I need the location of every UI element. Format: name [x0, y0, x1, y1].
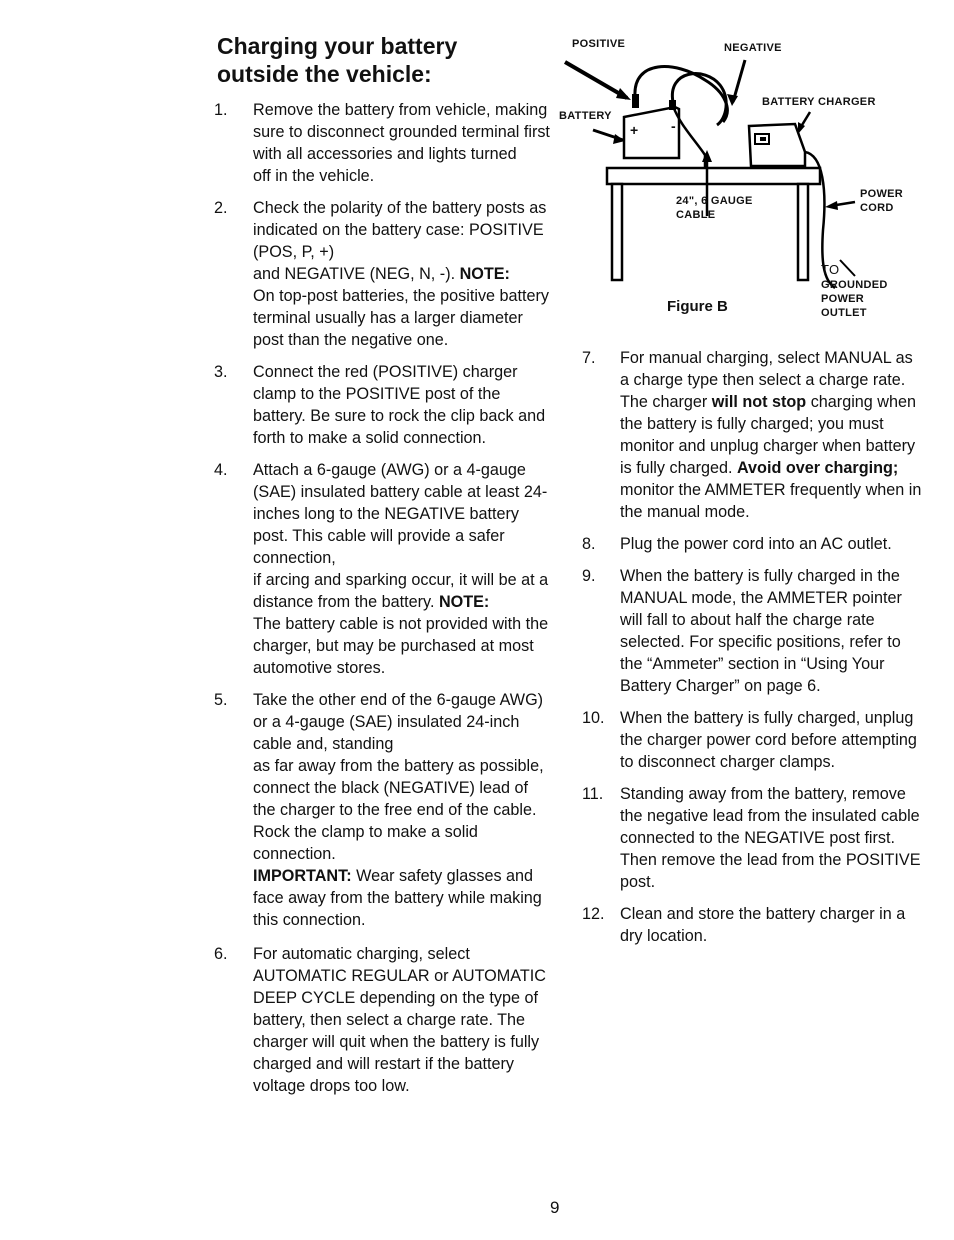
steps-list-left: [212, 99, 552, 1097]
step-number: 12.: [582, 905, 605, 923]
label-outlet-line1: GROUNDED: [821, 279, 888, 291]
step-item: [212, 689, 552, 931]
step-text: Check the polarity of the battery posts as indicated on the battery case: POSITIVE (POS, P, +): [253, 199, 547, 261]
emphasis-text: Avoid over charging;: [736, 459, 899, 477]
section-heading: Charging your battery outside the vehicle:: [217, 33, 458, 87]
step-item: [212, 943, 552, 1097]
step-text: On top-post batteries, the positive battery terminal usually has a larger diameter post than the negative one.: [253, 287, 550, 349]
emphasis-text: will not stop: [711, 393, 807, 411]
step-text: Standing away from the battery, remove the negative lead from the insulated cable connected to the NEGATIVE post first. Then remove the lead from the POSITIVE post.: [620, 785, 921, 891]
step-item: [212, 361, 552, 449]
step-number: 11.: [582, 785, 604, 803]
step-item: [580, 903, 925, 947]
step-text: Connect the red (POSITIVE) charger clamp to the POSITIVE post of the battery. Be sure to rock the clip back and forth to make a solid connection.: [253, 363, 546, 447]
label-negative: NEGATIVE: [724, 42, 782, 54]
step-text: as far away from the battery as possible, connect the black (NEGATIVE) lead of the charger to the free end of the cable. Rock the clamp to make a solid connection.: [253, 757, 544, 863]
step-item: [580, 707, 925, 773]
label-cable-line1: 24", 6 GAUGE: [676, 195, 753, 207]
negative-cable: [672, 74, 726, 125]
step-number: 3.: [214, 363, 228, 381]
label-outlet-line3: OUTLET: [821, 307, 867, 319]
step-number: 2.: [214, 199, 228, 217]
step-number: 6.: [214, 945, 228, 963]
step-text: monitor the AMMETER frequently when in the manual mode.: [620, 481, 922, 521]
step-text: For automatic charging, select AUTOMATIC REGULAR or AUTOMATIC DEEP CYCLE depending on the type of battery, then select a charge rate. The charger will quit when the battery is fully charged and will restart if the battery voltage drops too low.: [253, 945, 546, 1095]
step-text: if arcing and sparking occur, it will be at a distance from the battery.: [253, 571, 549, 611]
label-power-line2: CORD: [860, 202, 894, 214]
steps-list-right: [580, 347, 925, 947]
table-leg-left: [612, 184, 622, 280]
step-text: Remove the battery from vehicle, making sure to disconnect grounded terminal first with all accessories and lights turned: [253, 101, 550, 163]
label-battery: BATTERY: [559, 110, 612, 122]
step-text: Clean and store the battery charger in a dry location.: [620, 905, 906, 945]
battery-minus-sign: -: [671, 118, 676, 134]
table-top: [607, 168, 820, 184]
step-item: [580, 347, 925, 523]
label-power-line1: POWER: [860, 188, 904, 200]
step-item: [580, 783, 925, 893]
table-leg-right: [798, 184, 808, 280]
step-text: When the battery is fully charged in the MANUAL mode, the AMMETER pointer will fall to about half the charge rate selected. For specific positions, refer to the “Ammeter” section in “Using Your Battery Charger” on page 6.: [620, 567, 902, 695]
note-label: NOTE:: [459, 265, 510, 283]
label-outlet-line2: POWER: [821, 293, 865, 305]
page-number: 9: [550, 1198, 560, 1217]
step-text: charging when the battery is fully charged; you must monitor and unplug charger when battery is fully charged.: [620, 393, 916, 477]
step-text: Wear safety glasses and face away from the battery while making this connection.: [253, 867, 542, 929]
step-item: [212, 459, 552, 679]
step-number: 10.: [582, 709, 605, 727]
note-label: NOTE:: [438, 593, 490, 611]
step-item: [212, 197, 552, 351]
step-text: off in the vehicle.: [253, 167, 375, 185]
step-number: 9.: [582, 567, 596, 585]
step-text: Plug the power cord into an AC outlet.: [620, 535, 892, 553]
label-positive: POSITIVE: [572, 38, 626, 50]
step-number: 5.: [214, 691, 228, 709]
important-label: IMPORTANT:: [253, 867, 352, 885]
step-number: 8.: [582, 535, 596, 553]
label-to: TO: [821, 262, 840, 277]
step-text: When the battery is fully charged, unplug the charger power cord before attempting to disconnect charger clamps.: [620, 709, 917, 771]
label-battery-charger: BATTERY CHARGER: [762, 96, 876, 108]
step-text: Attach a 6-gauge (AWG) or a 4-gauge (SAE) insulated battery cable at least 24-inches long to the NEGATIVE battery post. This cable will provide a safer connection,: [253, 461, 548, 567]
step-text: The battery cable is not provided with the charger, but may be purchased at most automotive stores.: [253, 615, 549, 677]
step-item: [580, 533, 925, 555]
step-text: For manual charging, select MANUAL as a charge type then select a charge rate. The charger: [620, 349, 913, 411]
step-text: and NEGATIVE (NEG, N, -).: [253, 265, 456, 283]
step-item: [212, 99, 552, 187]
step-text: Take the other end of the 6-gauge AWG) or a 4-gauge (SAE) insulated 24-inch cable and, standing: [253, 691, 544, 753]
step-item: [580, 565, 925, 697]
step-number: 1.: [214, 101, 228, 119]
label-cable-line2: CABLE: [676, 209, 716, 221]
figure-b: [555, 30, 925, 330]
battery-plus-sign: +: [630, 122, 639, 138]
step-number: 4.: [214, 461, 228, 479]
step-number: 7.: [582, 349, 596, 367]
figure-caption: Figure B: [667, 298, 728, 315]
